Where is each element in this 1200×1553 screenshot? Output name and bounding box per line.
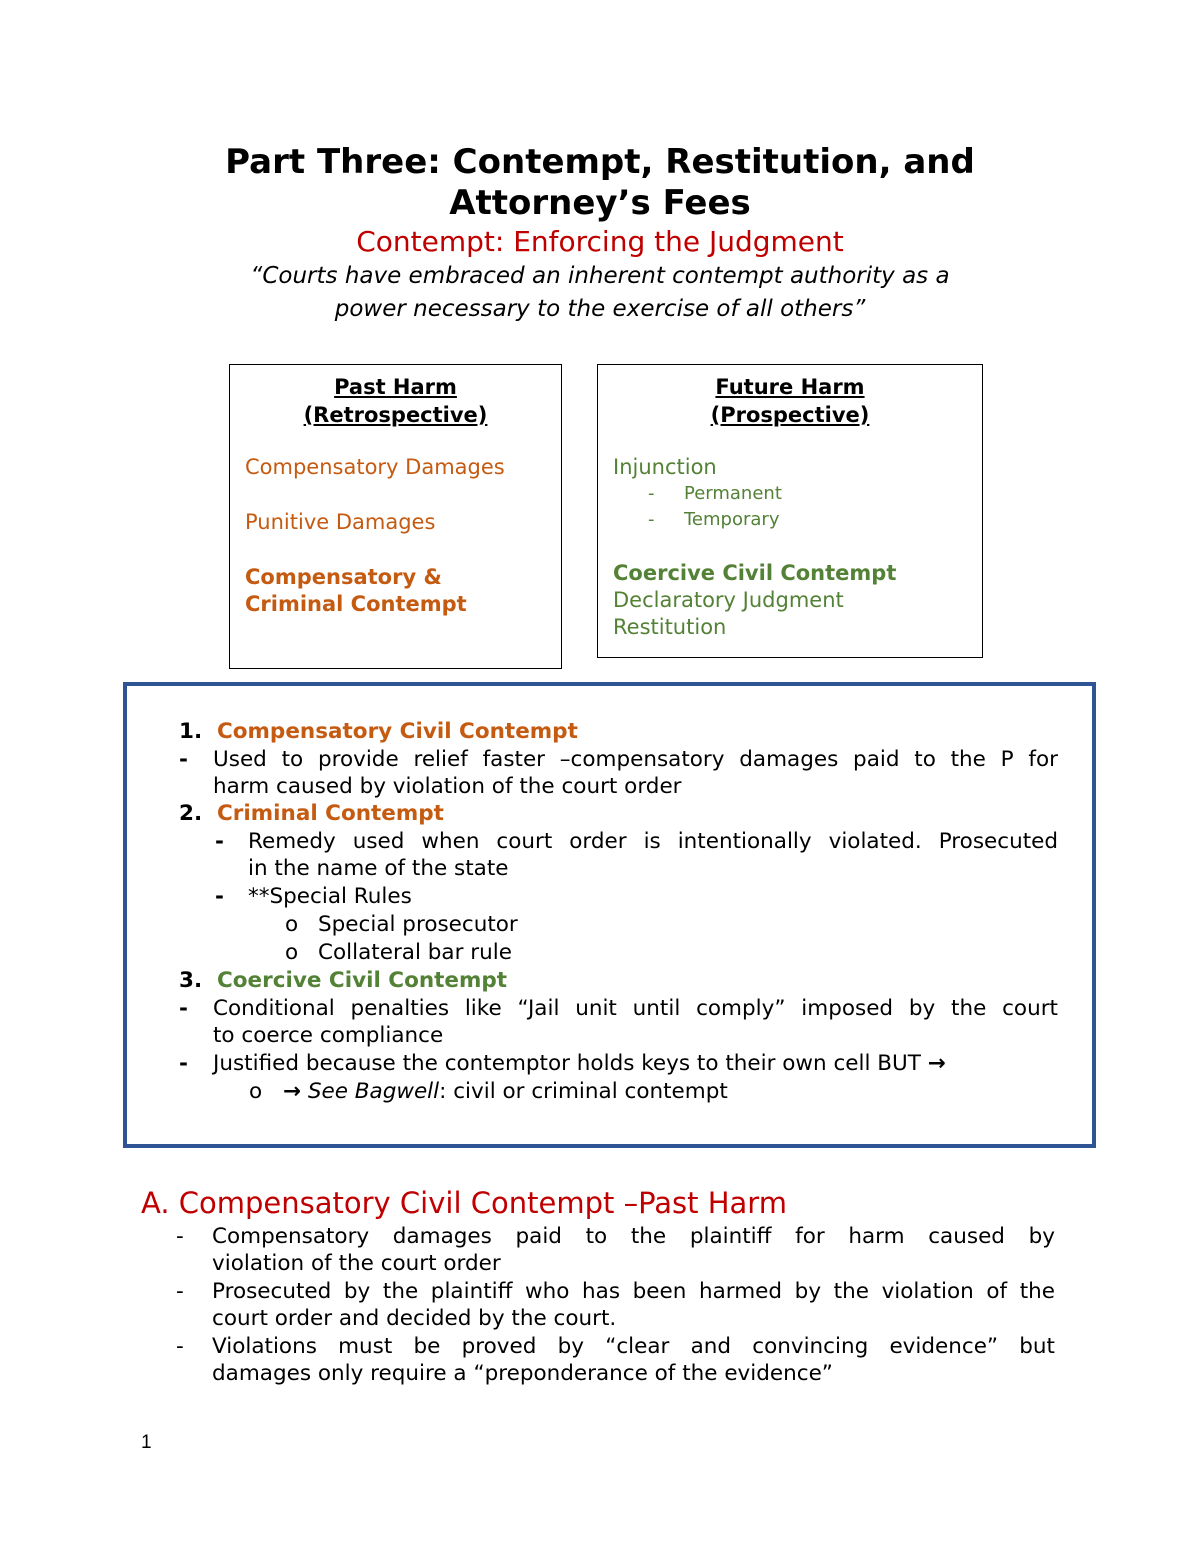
punitive-damages: Punitive Damages: [245, 510, 436, 534]
section-a-bullet1-line2: violation of the court order: [212, 1251, 501, 1276]
section-a-bullet3-line1: Violations must be proved by “clear and convincing evidence” but: [212, 1334, 1055, 1359]
future-harm-box: [597, 364, 983, 658]
bullet-dash: -: [179, 996, 188, 1021]
collateral-bar-rule: Collateral bar rule: [318, 940, 512, 965]
special-rules: **Special Rules: [248, 884, 412, 909]
item-3-bullet2: Justified because the contemptor holds keys to their own cell BUT →: [213, 1051, 946, 1076]
arrow-right-icon: →: [927, 1051, 946, 1076]
compensatory-criminal-contempt-line2: Criminal Contempt: [245, 592, 467, 616]
bullet-dash: -: [176, 1334, 184, 1359]
circle-bullet: o: [285, 940, 299, 965]
item-3-bullet-line1: Conditional penalties like “Jail unit until comply” imposed by the court: [213, 996, 1058, 1021]
section-a-heading: A. Compensatory Civil Contempt –Past Harm: [141, 1186, 787, 1220]
page-title-line2: Attorney’s Fees: [449, 183, 751, 223]
bullet-dash: -: [179, 1051, 188, 1076]
bagwell-note: → See Bagwell: civil or criminal contempt: [283, 1079, 728, 1104]
quote-line1: “Courts have embraced an inherent contempt authority as a: [250, 263, 950, 289]
bullet-dash: -: [215, 884, 224, 909]
item-2-bullet-line1: Remedy used when court order is intentionally violated. Prosecuted: [248, 829, 1058, 854]
item-1-bullet-line1: Used to provide relief faster –compensatory damages paid to the P for: [213, 747, 1058, 772]
past-harm-subheading: (Retrospective): [303, 403, 488, 427]
contempt-types-box: [123, 682, 1096, 1148]
arrow-right-icon: →: [283, 1079, 302, 1104]
declaratory-judgment: Declaratory Judgment: [613, 588, 844, 612]
circle-bullet: o: [285, 912, 299, 937]
page-subtitle: Contempt: Enforcing the Judgment: [356, 225, 844, 258]
item-1-bullet-line2: harm caused by violation of the court order: [213, 774, 682, 799]
injunction-temporary: - Temporary: [648, 509, 780, 530]
past-harm-box: [229, 364, 562, 669]
compensatory-damages: Compensatory Damages: [245, 455, 505, 479]
item-3-heading: 3. Coercive Civil Contempt: [179, 968, 508, 993]
bullet-dash: -: [215, 829, 224, 854]
section-a-bullet3-line2: damages only require a “preponderance of the evidence”: [212, 1361, 833, 1386]
section-a-bullet2-line1: Prosecuted by the plaintiff who has been harmed by the violation of the: [212, 1279, 1055, 1304]
page-number: 1: [141, 1432, 152, 1453]
compensatory-criminal-contempt-line1: Compensatory &: [245, 565, 442, 589]
circle-bullet: o: [249, 1079, 263, 1104]
page-title-line1: Part Three: Contempt, Restitution, and: [225, 142, 975, 182]
item-2-heading: 2. Criminal Contempt: [179, 801, 444, 826]
section-a-bullet2-line2: court order and decided by the court.: [212, 1306, 617, 1331]
future-harm-heading: Future Harm: [715, 375, 865, 399]
special-prosecutor: Special prosecutor: [318, 912, 518, 937]
item-3-bullet-line2: to coerce compliance: [213, 1023, 444, 1048]
quote-line2: power necessary to the exercise of all others”: [334, 296, 866, 322]
injunction-permanent: - Permanent: [648, 483, 782, 504]
bullet-dash: -: [176, 1224, 184, 1249]
item-2-bullet-line2: in the name of the state: [248, 856, 509, 881]
section-a-bullet1-line1: Compensatory damages paid to the plaintiff for harm caused by: [212, 1224, 1055, 1249]
injunction: Injunction: [613, 455, 717, 479]
restitution: Restitution: [613, 615, 727, 639]
bullet-dash: -: [179, 747, 188, 772]
bullet-dash: -: [176, 1279, 184, 1304]
coercive-civil-contempt: Coercive Civil Contempt: [613, 561, 897, 585]
future-harm-subheading: (Prospective): [710, 403, 870, 427]
past-harm-heading: Past Harm: [334, 375, 457, 399]
item-1-heading: 1. Compensatory Civil Contempt: [179, 719, 578, 744]
